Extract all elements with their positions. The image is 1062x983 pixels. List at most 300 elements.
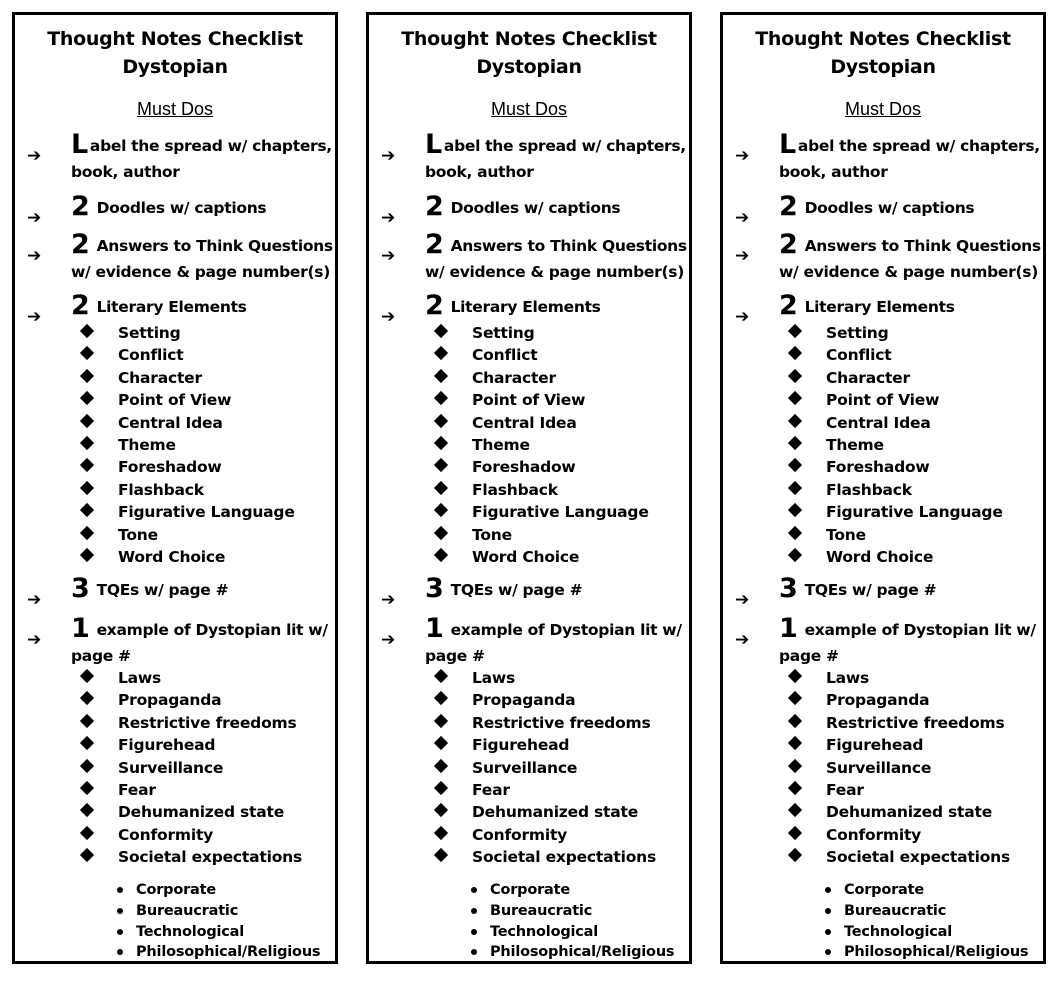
dystopian-trait-label: Propaganda <box>826 691 930 710</box>
literary-element-item <box>723 479 1043 501</box>
diamond-bullet-icon <box>788 691 802 705</box>
diamond-bullet-icon <box>434 736 448 750</box>
round-bullet-icon <box>471 929 477 935</box>
dystopian-trait-label: Fear <box>118 781 156 799</box>
dystopian-trait-item <box>15 667 335 689</box>
dystopian-trait-label: Figurehead <box>826 736 924 755</box>
dystopian-trait-label: Restrictive freedoms <box>826 713 1005 732</box>
title-line-2: Dystopian <box>122 56 228 78</box>
checklist-item <box>71 613 333 669</box>
diamond-bullet-icon <box>80 458 94 472</box>
dystopian-trait-label: Conformity <box>472 825 568 844</box>
diamond-bullet-icon <box>788 826 802 840</box>
dystopian-trait-label: Restrictive freedoms <box>472 713 651 732</box>
item-text: Answers to Think Questions w/ evidence & page number(s) <box>425 237 687 281</box>
literary-element-label: Tone <box>826 525 866 544</box>
checklist-item <box>779 129 1041 185</box>
literary-element-item <box>723 344 1043 366</box>
diamond-bullet-icon <box>434 848 448 862</box>
dystopian-trait-item <box>723 801 1043 823</box>
dystopian-trait-label: Societal expectations <box>472 848 657 867</box>
literary-element-item <box>369 322 689 344</box>
round-bullet-icon <box>471 949 477 955</box>
item-count: 3 <box>425 573 444 604</box>
checklist-item <box>779 191 1041 222</box>
literary-element-label: Foreshadow <box>118 458 222 477</box>
diamond-bullet-icon <box>788 346 802 360</box>
dystopian-trait-label: Fear <box>472 781 510 799</box>
dystopian-trait-item <box>723 712 1043 734</box>
item-count: 2 <box>779 290 798 321</box>
arrow-icon: ➔ <box>381 146 396 166</box>
societal-type-item <box>723 922 1043 944</box>
arrow-icon: ➔ <box>381 246 396 266</box>
literary-element-label: Conflict <box>472 346 538 365</box>
diamond-bullet-icon <box>788 714 802 728</box>
arrow-icon: ➔ <box>735 590 750 610</box>
dystopian-trait-label: Fear <box>826 781 864 799</box>
diamond-bullet-icon <box>434 369 448 383</box>
arrow-icon: ➔ <box>381 590 396 610</box>
dystopian-trait-item <box>723 734 1043 756</box>
literary-element-item <box>15 367 335 389</box>
diamond-bullet-icon <box>80 346 94 360</box>
literary-element-item <box>723 456 1043 478</box>
diamond-bullet-icon <box>80 848 94 862</box>
dystopian-trait-label: Surveillance <box>118 758 224 777</box>
literary-element-item <box>15 412 335 434</box>
literary-element-item <box>369 412 689 434</box>
diamond-bullet-icon <box>80 781 94 795</box>
diamond-bullet-icon <box>80 391 94 405</box>
diamond-bullet-icon <box>80 548 94 562</box>
literary-element-item <box>15 524 335 546</box>
round-bullet-icon <box>117 949 123 955</box>
item-count: 2 <box>425 229 444 260</box>
dystopian-trait-label: Dehumanized state <box>118 803 285 822</box>
literary-element-label: Word Choice <box>118 548 226 566</box>
arrow-icon: ➔ <box>27 590 42 610</box>
arrow-icon: ➔ <box>735 630 750 650</box>
checklist-item <box>779 229 1041 285</box>
diamond-bullet-icon <box>80 481 94 495</box>
diamond-bullet-icon <box>788 759 802 773</box>
diamond-bullet-icon <box>80 826 94 840</box>
checklist-item <box>779 613 1041 669</box>
societal-type-label: Philosophical/Religious <box>844 944 1029 961</box>
literary-element-label: Figurative Language <box>472 503 649 522</box>
literary-element-item <box>369 456 689 478</box>
societal-type-label: Corporate <box>490 882 570 898</box>
literary-element-label: Figurative Language <box>826 503 1003 522</box>
dystopian-trait-label: Propaganda <box>118 691 222 710</box>
societal-type-item <box>369 901 689 923</box>
dystopian-trait-label: Conformity <box>826 825 922 844</box>
diamond-bullet-icon <box>788 548 802 562</box>
item-text: abel the spread w/ chapters, book, author <box>71 137 332 181</box>
diamond-bullet-icon <box>80 414 94 428</box>
item-text: abel the spread w/ chapters, book, author <box>425 137 686 181</box>
item-text: Literary Elements <box>799 298 955 316</box>
literary-element-label: Setting <box>472 324 535 342</box>
societal-type-label: Technological <box>844 923 953 940</box>
item-text: example of Dystopian lit w/ page # <box>779 621 1036 665</box>
literary-element-label: Conflict <box>118 346 184 365</box>
diamond-bullet-icon <box>434 503 448 517</box>
dystopian-trait-item <box>15 846 335 868</box>
literary-element-item <box>723 322 1043 344</box>
item-count: 2 <box>779 229 798 260</box>
diamond-bullet-icon <box>434 669 448 683</box>
item-count: L <box>779 129 796 160</box>
literary-element-item <box>723 367 1043 389</box>
section-heading: Must Dos <box>844 99 922 119</box>
item-count: 2 <box>779 191 798 222</box>
item-text: TQEs w/ page # <box>799 581 937 599</box>
literary-element-item <box>15 344 335 366</box>
literary-element-label: Character <box>472 368 556 387</box>
literary-element-label: Setting <box>118 324 181 342</box>
item-text: TQEs w/ page # <box>445 581 583 599</box>
dystopian-trait-item <box>15 689 335 711</box>
dystopian-trait-label: Laws <box>118 669 162 687</box>
round-bullet-icon <box>471 887 477 893</box>
literary-element-item <box>723 546 1043 568</box>
literary-element-item <box>723 412 1043 434</box>
diamond-bullet-icon <box>80 503 94 517</box>
dystopian-trait-item <box>369 846 689 868</box>
arrow-icon: ➔ <box>735 307 750 327</box>
checklist-item <box>425 229 687 285</box>
dystopian-trait-item <box>369 779 689 801</box>
diamond-bullet-icon <box>434 781 448 795</box>
diamond-bullet-icon <box>788 848 802 862</box>
dystopian-trait-item <box>15 712 335 734</box>
diamond-bullet-icon <box>788 781 802 795</box>
societal-type-item <box>15 942 335 964</box>
item-count: 2 <box>71 191 90 222</box>
arrow-icon: ➔ <box>27 246 42 266</box>
dystopian-trait-item <box>369 757 689 779</box>
title-line-2: Dystopian <box>476 56 582 78</box>
diamond-bullet-icon <box>80 526 94 540</box>
societal-type-item <box>723 942 1043 964</box>
checklist-card <box>720 12 1046 964</box>
literary-element-item <box>15 322 335 344</box>
item-count: 3 <box>779 573 798 604</box>
literary-element-label: Central Idea <box>118 413 223 432</box>
round-bullet-icon <box>825 908 831 914</box>
societal-type-label: Technological <box>490 923 599 940</box>
item-text: abel the spread w/ chapters, book, author <box>779 137 1040 181</box>
societal-type-item <box>723 880 1043 902</box>
dystopian-trait-item <box>15 757 335 779</box>
item-text: Answers to Think Questions w/ evidence & page number(s) <box>71 237 333 281</box>
checklist-item <box>779 573 1041 604</box>
literary-element-item <box>15 546 335 568</box>
societal-type-label: Philosophical/Religious <box>490 944 675 961</box>
diamond-bullet-icon <box>80 759 94 773</box>
societal-type-label: Corporate <box>136 882 216 898</box>
checklist-card <box>12 12 338 964</box>
literary-element-label: Setting <box>826 324 889 342</box>
diamond-bullet-icon <box>80 669 94 683</box>
item-text: Literary Elements <box>91 298 247 316</box>
diamond-bullet-icon <box>788 803 802 817</box>
arrow-icon: ➔ <box>27 307 42 327</box>
dystopian-trait-item <box>15 801 335 823</box>
item-text: Doodles w/ captions <box>799 199 975 217</box>
dystopian-trait-item <box>369 689 689 711</box>
literary-element-label: Tone <box>472 525 512 544</box>
item-count: L <box>425 129 442 160</box>
societal-type-item <box>723 901 1043 923</box>
checklist-item <box>425 290 687 321</box>
diamond-bullet-icon <box>434 391 448 405</box>
literary-element-label: Word Choice <box>472 548 580 566</box>
literary-element-item <box>723 524 1043 546</box>
item-count: 2 <box>71 290 90 321</box>
card-title <box>15 25 335 81</box>
literary-element-label: Flashback <box>118 480 204 499</box>
societal-type-item <box>369 880 689 902</box>
literary-element-item <box>369 434 689 456</box>
literary-element-item <box>15 389 335 411</box>
literary-element-label: Theme <box>118 436 176 454</box>
literary-element-item <box>15 501 335 523</box>
arrow-icon: ➔ <box>735 246 750 266</box>
diamond-bullet-icon <box>434 414 448 428</box>
title-line-1: Thought Notes Checklist <box>47 28 303 50</box>
dystopian-trait-item <box>723 689 1043 711</box>
item-count: 3 <box>71 573 90 604</box>
societal-type-item <box>369 922 689 944</box>
checklist-item <box>425 573 687 604</box>
literary-element-label: Central Idea <box>826 413 931 432</box>
dystopian-trait-label: Figurehead <box>472 736 570 755</box>
round-bullet-icon <box>117 908 123 914</box>
diamond-bullet-icon <box>788 481 802 495</box>
diamond-bullet-icon <box>80 324 94 338</box>
literary-element-label: Foreshadow <box>472 458 576 477</box>
literary-element-item <box>15 479 335 501</box>
literary-element-label: Character <box>118 368 202 387</box>
dystopian-trait-item <box>369 801 689 823</box>
literary-element-label: Word Choice <box>826 548 934 566</box>
item-count: 2 <box>71 229 90 260</box>
literary-element-item <box>369 546 689 568</box>
dystopian-trait-item <box>15 734 335 756</box>
title-line-1: Thought Notes Checklist <box>755 28 1011 50</box>
dystopian-trait-label: Propaganda <box>472 691 576 710</box>
dystopian-trait-label: Laws <box>826 669 870 687</box>
literary-element-item <box>723 389 1043 411</box>
round-bullet-icon <box>117 929 123 935</box>
dystopian-trait-item <box>723 824 1043 846</box>
dystopian-trait-item <box>15 824 335 846</box>
diamond-bullet-icon <box>788 436 802 450</box>
arrow-icon: ➔ <box>27 146 42 166</box>
title-line-1: Thought Notes Checklist <box>401 28 657 50</box>
diamond-bullet-icon <box>434 691 448 705</box>
literary-element-label: Point of View <box>472 391 586 410</box>
arrow-icon: ➔ <box>381 630 396 650</box>
diamond-bullet-icon <box>788 736 802 750</box>
literary-element-item <box>15 434 335 456</box>
societal-type-item <box>369 942 689 964</box>
diamond-bullet-icon <box>788 458 802 472</box>
round-bullet-icon <box>117 887 123 893</box>
societal-type-item <box>15 880 335 902</box>
literary-element-label: Flashback <box>826 480 912 499</box>
societal-type-item <box>15 901 335 923</box>
round-bullet-icon <box>471 908 477 914</box>
literary-element-label: Flashback <box>472 480 558 499</box>
round-bullet-icon <box>825 887 831 893</box>
diamond-bullet-icon <box>434 346 448 360</box>
diamond-bullet-icon <box>434 548 448 562</box>
item-text: Doodles w/ captions <box>445 199 621 217</box>
checklist-item <box>779 290 1041 321</box>
literary-element-label: Foreshadow <box>826 458 930 477</box>
dystopian-trait-item <box>369 824 689 846</box>
checklist-item <box>71 191 333 222</box>
literary-element-label: Conflict <box>826 346 892 365</box>
literary-element-item <box>369 389 689 411</box>
round-bullet-icon <box>825 929 831 935</box>
item-text: TQEs w/ page # <box>91 581 229 599</box>
checklist-item <box>71 573 333 604</box>
diamond-bullet-icon <box>788 414 802 428</box>
literary-element-item <box>15 456 335 478</box>
literary-element-item <box>369 524 689 546</box>
dystopian-trait-item <box>723 757 1043 779</box>
diamond-bullet-icon <box>434 458 448 472</box>
diamond-bullet-icon <box>80 436 94 450</box>
arrow-icon: ➔ <box>381 307 396 327</box>
item-count: 1 <box>71 613 90 644</box>
checklist-item <box>71 129 333 185</box>
dystopian-trait-label: Dehumanized state <box>826 803 993 822</box>
diamond-bullet-icon <box>434 324 448 338</box>
literary-element-label: Point of View <box>118 391 232 410</box>
title-line-2: Dystopian <box>830 56 936 78</box>
item-count: 2 <box>425 290 444 321</box>
dystopian-trait-item <box>723 846 1043 868</box>
item-count: 2 <box>425 191 444 222</box>
societal-type-label: Bureaucratic <box>490 902 593 919</box>
literary-element-item <box>369 501 689 523</box>
checklist-item <box>425 613 687 669</box>
dystopian-trait-item <box>369 712 689 734</box>
item-count: 1 <box>425 613 444 644</box>
dystopian-trait-label: Societal expectations <box>826 848 1011 867</box>
arrow-icon: ➔ <box>27 208 42 228</box>
dystopian-trait-item <box>369 667 689 689</box>
dystopian-trait-label: Conformity <box>118 825 214 844</box>
societal-type-item <box>15 922 335 944</box>
diamond-bullet-icon <box>80 369 94 383</box>
literary-element-label: Point of View <box>826 391 940 410</box>
literary-element-item <box>369 367 689 389</box>
item-text: example of Dystopian lit w/ page # <box>425 621 682 665</box>
card-title <box>723 25 1043 81</box>
diamond-bullet-icon <box>788 669 802 683</box>
literary-element-item <box>369 479 689 501</box>
dystopian-trait-label: Surveillance <box>472 758 578 777</box>
diamond-bullet-icon <box>788 324 802 338</box>
item-text: Answers to Think Questions w/ evidence & page number(s) <box>779 237 1041 281</box>
societal-type-label: Corporate <box>844 882 924 898</box>
diamond-bullet-icon <box>434 759 448 773</box>
round-bullet-icon <box>825 949 831 955</box>
item-count: L <box>71 129 88 160</box>
societal-type-label: Philosophical/Religious <box>136 944 321 961</box>
literary-element-label: Character <box>826 368 910 387</box>
literary-element-label: Figurative Language <box>118 503 295 522</box>
checklist-card <box>366 12 692 964</box>
literary-element-label: Theme <box>826 436 884 454</box>
arrow-icon: ➔ <box>27 630 42 650</box>
literary-element-item <box>723 501 1043 523</box>
diamond-bullet-icon <box>80 736 94 750</box>
diamond-bullet-icon <box>434 803 448 817</box>
section-heading: Must Dos <box>136 99 214 119</box>
diamond-bullet-icon <box>788 503 802 517</box>
literary-element-label: Theme <box>472 436 530 454</box>
checklist-item <box>425 129 687 185</box>
diamond-bullet-icon <box>788 391 802 405</box>
arrow-icon: ➔ <box>381 208 396 228</box>
diamond-bullet-icon <box>434 436 448 450</box>
diamond-bullet-icon <box>80 691 94 705</box>
dystopian-trait-label: Dehumanized state <box>472 803 639 822</box>
dystopian-trait-item <box>723 667 1043 689</box>
dystopian-trait-item <box>369 734 689 756</box>
dystopian-trait-item <box>15 779 335 801</box>
diamond-bullet-icon <box>434 526 448 540</box>
item-text: example of Dystopian lit w/ page # <box>71 621 328 665</box>
dystopian-trait-label: Restrictive freedoms <box>118 713 297 732</box>
item-count: 1 <box>779 613 798 644</box>
checklist-item <box>71 290 333 321</box>
literary-element-item <box>369 344 689 366</box>
arrow-icon: ➔ <box>735 146 750 166</box>
societal-type-label: Bureaucratic <box>844 902 947 919</box>
dystopian-trait-label: Figurehead <box>118 736 216 755</box>
dystopian-trait-item <box>723 779 1043 801</box>
card-title <box>369 25 689 81</box>
checklist-item <box>71 229 333 285</box>
societal-type-label: Technological <box>136 923 245 940</box>
diamond-bullet-icon <box>80 803 94 817</box>
literary-element-label: Central Idea <box>472 413 577 432</box>
diamond-bullet-icon <box>434 714 448 728</box>
diamond-bullet-icon <box>434 826 448 840</box>
literary-element-label: Tone <box>118 525 158 544</box>
dystopian-trait-label: Laws <box>472 669 516 687</box>
literary-element-item <box>723 434 1043 456</box>
item-text: Doodles w/ captions <box>91 199 267 217</box>
diamond-bullet-icon <box>80 714 94 728</box>
societal-type-label: Bureaucratic <box>136 902 239 919</box>
section-heading: Must Dos <box>490 99 568 119</box>
dystopian-trait-label: Societal expectations <box>118 848 303 867</box>
diamond-bullet-icon <box>434 481 448 495</box>
arrow-icon: ➔ <box>735 208 750 228</box>
dystopian-trait-label: Surveillance <box>826 758 932 777</box>
checklist-item <box>425 191 687 222</box>
